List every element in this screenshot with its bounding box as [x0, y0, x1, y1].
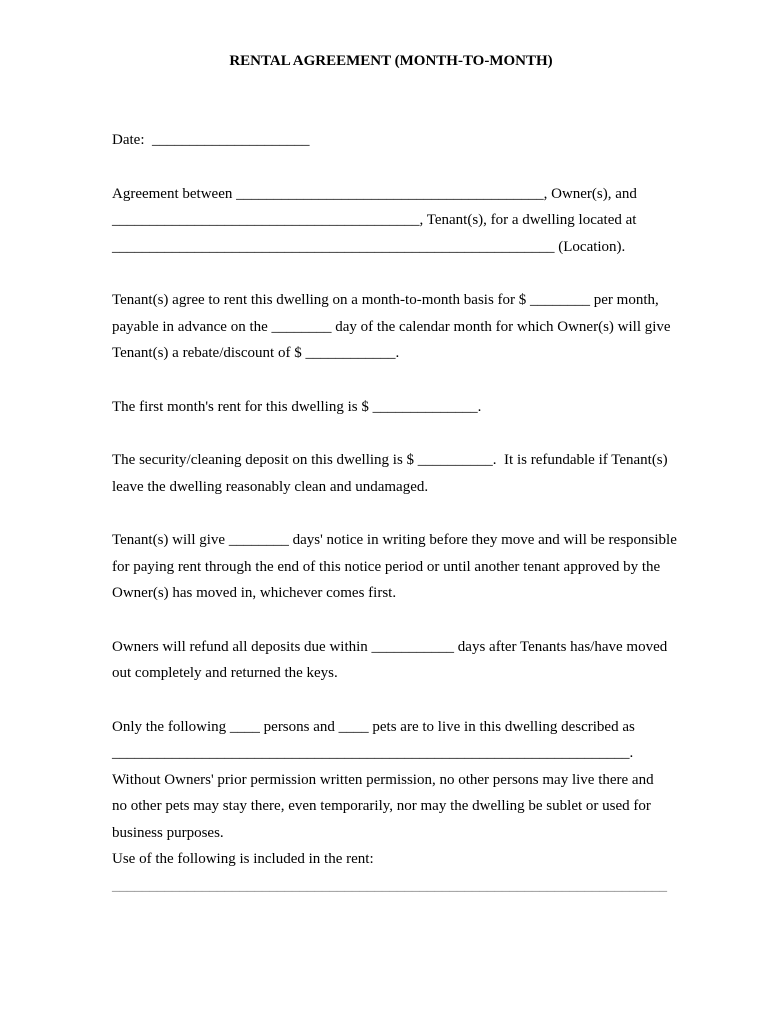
paragraph-permission — [112, 767, 670, 847]
dwelling-description-blank-line: _____________________________________________________________________. — [112, 745, 634, 761]
text-line: Agreement between _________________________________________, Owner(s), and — [112, 185, 637, 202]
paragraph-notice — [112, 527, 677, 607]
text-line: business purposes. — [112, 824, 224, 841]
text-line: out completely and returned the keys. — [112, 665, 338, 681]
text-line: leave the dwelling reasonably clean and undamaged. — [112, 478, 429, 495]
paragraph-included-in-rent — [112, 846, 670, 899]
text-line: payable in advance on the ________ day of the calendar month for which Owner(s) will give — [112, 318, 671, 335]
date-field-line: Date: _____________________ — [112, 132, 310, 148]
date-paragraph — [112, 127, 670, 154]
text-line: ___________________________________________________________ (Location). — [112, 238, 626, 255]
paragraph-rent-terms — [112, 287, 670, 367]
text-line: Tenant(s) will give ________ days' notice in writing before they move and will be responsible — [112, 532, 677, 548]
included-in-rent-blank-line: __________________________________________________________________________ — [112, 877, 667, 894]
paragraph-deposit-refund — [112, 634, 670, 687]
text-line: _________________________________________, Tenant(s), for a dwelling located at — [112, 212, 637, 228]
paragraph-parties — [112, 181, 670, 261]
text-line: Without Owners' prior permission written permission, no other persons may live there and — [112, 771, 654, 788]
paragraph-security-deposit — [112, 447, 670, 500]
text-line: The security/cleaning deposit on this dwelling is $ __________. It is refundable if Tenant(s) — [112, 452, 668, 468]
text-line: The first month's rent for this dwelling is $ ______________. — [112, 398, 482, 415]
text-line: Owners will refund all deposits due within ___________ days after Tenants has/have moved — [112, 638, 668, 655]
text-line: Only the following ____ persons and ____ pets are to live in this dwelling described as — [112, 718, 635, 735]
included-in-rent-label: Use of the following is included in the rent: — [112, 851, 374, 867]
paragraph-occupants — [112, 714, 670, 767]
paragraph-first-month-rent — [112, 394, 670, 421]
text-line: Tenant(s) agree to rent this dwelling on a month-to-month basis for $ ________ per month, — [112, 292, 659, 308]
document-title: RENTAL AGREEMENT (MONTH-TO-MONTH) — [229, 53, 553, 69]
text-line: for paying rent through the end of this notice period or until another tenant approved by the — [112, 558, 661, 575]
text-line: no other pets may stay there, even temporarily, nor may the dwelling be sublet or used for — [112, 798, 651, 814]
text-line: Owner(s) has moved in, whichever comes first. — [112, 585, 397, 601]
text-line: Tenant(s) a rebate/discount of $ ____________. — [112, 345, 400, 361]
